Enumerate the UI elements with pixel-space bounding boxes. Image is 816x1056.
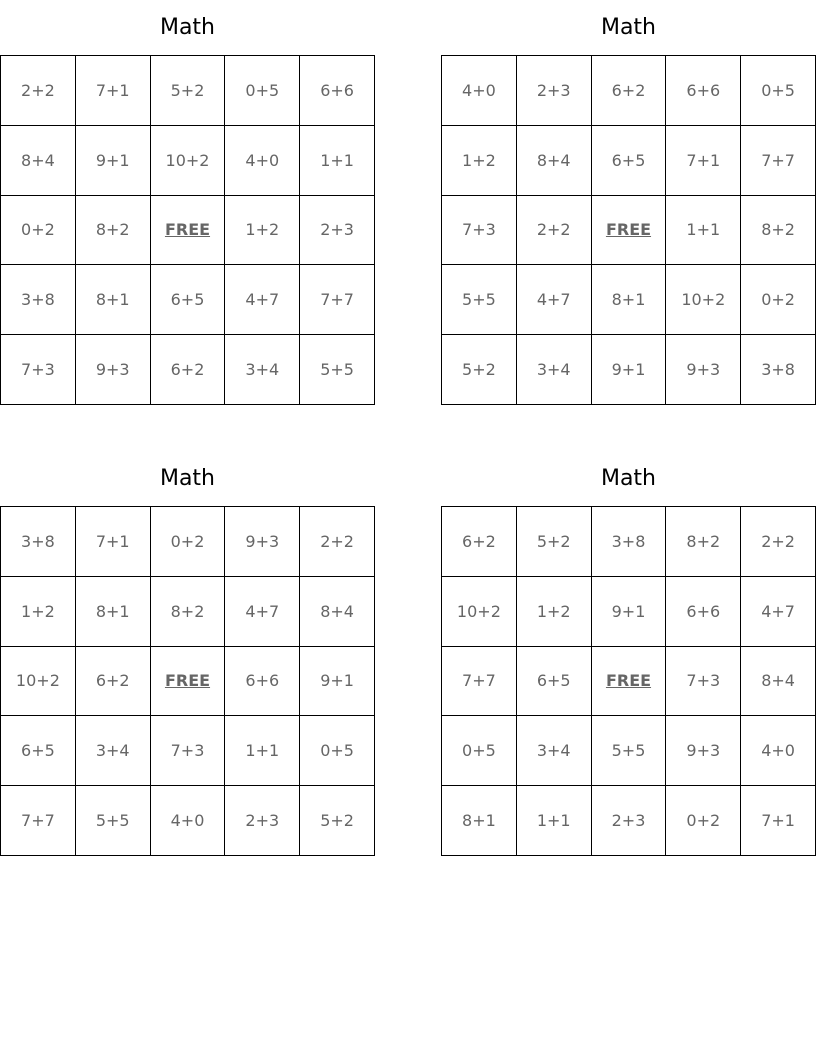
bingo-cell: 4+7 <box>225 577 300 647</box>
bingo-card-4 <box>441 451 816 856</box>
bingo-cell: 6+2 <box>592 56 667 126</box>
bingo-cell: 1+1 <box>517 786 592 856</box>
bingo-cell: 6+6 <box>225 647 300 717</box>
bingo-cell: 2+2 <box>741 507 816 577</box>
bingo-cell: 8+1 <box>76 265 151 335</box>
bingo-cell: 4+0 <box>442 56 517 126</box>
bingo-cell: 2+3 <box>517 56 592 126</box>
bingo-cell: 7+7 <box>741 126 816 196</box>
bingo-cell: 6+5 <box>517 647 592 717</box>
bingo-cell: 6+6 <box>666 577 741 647</box>
bingo-grid <box>441 506 816 856</box>
bingo-cell: 3+4 <box>76 716 151 786</box>
bingo-cell: 1+2 <box>442 126 517 196</box>
bingo-cell: 9+3 <box>666 716 741 786</box>
bingo-grid <box>0 506 375 856</box>
bingo-cell: 0+5 <box>225 56 300 126</box>
bingo-cell: 8+1 <box>442 786 517 856</box>
bingo-cell: 5+2 <box>442 335 517 405</box>
bingo-cell: 1+1 <box>225 716 300 786</box>
bingo-cell: 7+1 <box>741 786 816 856</box>
free-space: FREE <box>592 647 667 717</box>
bingo-cell: 10+2 <box>151 126 226 196</box>
card-title: Math <box>600 466 657 491</box>
bingo-cell: 4+7 <box>741 577 816 647</box>
bingo-cell: 8+4 <box>1 126 76 196</box>
bingo-cell: 1+2 <box>517 577 592 647</box>
bingo-cell: 6+5 <box>592 126 667 196</box>
free-space: FREE <box>151 196 226 266</box>
bingo-cell: 6+2 <box>442 507 517 577</box>
bingo-cell: 4+0 <box>151 786 226 856</box>
bingo-cell: 2+2 <box>1 56 76 126</box>
bingo-cell: 0+2 <box>741 265 816 335</box>
bingo-grid <box>441 55 816 405</box>
free-space: FREE <box>151 647 226 717</box>
bingo-cell: 4+7 <box>225 265 300 335</box>
bingo-cell: 7+1 <box>666 126 741 196</box>
bingo-cell: 1+1 <box>666 196 741 266</box>
bingo-cell: 3+4 <box>517 716 592 786</box>
bingo-cell: 9+1 <box>76 126 151 196</box>
bingo-grid <box>0 55 375 405</box>
bingo-cell: 6+2 <box>151 335 226 405</box>
bingo-cell: 6+6 <box>666 56 741 126</box>
bingo-cell: 3+8 <box>592 507 667 577</box>
bingo-cell: 8+2 <box>151 577 226 647</box>
bingo-cell: 6+6 <box>300 56 375 126</box>
bingo-cell: 3+8 <box>741 335 816 405</box>
bingo-cell: 6+5 <box>1 716 76 786</box>
bingo-cell: 2+2 <box>300 507 375 577</box>
bingo-cell: 7+7 <box>300 265 375 335</box>
bingo-cell: 8+1 <box>592 265 667 335</box>
bingo-cell: 9+1 <box>592 335 667 405</box>
bingo-cell: 2+3 <box>300 196 375 266</box>
bingo-cell: 8+4 <box>517 126 592 196</box>
bingo-card-2 <box>441 0 816 405</box>
bingo-cell: 7+3 <box>151 716 226 786</box>
bingo-cell: 8+2 <box>741 196 816 266</box>
bingo-cell: 8+2 <box>666 507 741 577</box>
bingo-cell: 9+1 <box>592 577 667 647</box>
bingo-cell: 8+4 <box>300 577 375 647</box>
bingo-cell: 7+7 <box>1 786 76 856</box>
bingo-cell: 3+8 <box>1 265 76 335</box>
bingo-cell: 10+2 <box>1 647 76 717</box>
bingo-cell: 7+1 <box>76 56 151 126</box>
bingo-cell: 5+2 <box>517 507 592 577</box>
bingo-cell: 4+7 <box>517 265 592 335</box>
bingo-cell: 8+1 <box>76 577 151 647</box>
bingo-cell: 5+2 <box>300 786 375 856</box>
bingo-cell: 0+5 <box>300 716 375 786</box>
bingo-cell: 2+3 <box>592 786 667 856</box>
bingo-cell: 7+3 <box>666 647 741 717</box>
bingo-cell: 4+0 <box>225 126 300 196</box>
bingo-cell: 4+0 <box>741 716 816 786</box>
free-space: FREE <box>592 196 667 266</box>
bingo-cell: 9+3 <box>666 335 741 405</box>
bingo-cell: 5+2 <box>151 56 226 126</box>
bingo-cell: 6+2 <box>76 647 151 717</box>
bingo-cell: 5+5 <box>442 265 517 335</box>
bingo-cell: 1+1 <box>300 126 375 196</box>
bingo-cell: 9+3 <box>225 507 300 577</box>
bingo-cell: 2+3 <box>225 786 300 856</box>
bingo-cell: 0+2 <box>151 507 226 577</box>
bingo-card-3 <box>0 451 375 856</box>
bingo-cell: 10+2 <box>666 265 741 335</box>
bingo-cell: 1+2 <box>225 196 300 266</box>
bingo-cell: 7+7 <box>442 647 517 717</box>
bingo-cell: 0+2 <box>1 196 76 266</box>
bingo-cell: 1+2 <box>1 577 76 647</box>
bingo-cell: 6+5 <box>151 265 226 335</box>
bingo-cell: 0+5 <box>442 716 517 786</box>
card-title: Math <box>159 466 216 491</box>
bingo-cell: 8+2 <box>76 196 151 266</box>
bingo-cell: 0+5 <box>741 56 816 126</box>
bingo-cell: 5+5 <box>76 786 151 856</box>
bingo-cell: 7+3 <box>1 335 76 405</box>
bingo-cell: 9+3 <box>76 335 151 405</box>
bingo-cell: 5+5 <box>300 335 375 405</box>
bingo-cell: 8+4 <box>741 647 816 717</box>
bingo-card-1 <box>0 0 375 405</box>
bingo-cell: 2+2 <box>517 196 592 266</box>
bingo-cell: 10+2 <box>442 577 517 647</box>
bingo-cell: 3+4 <box>225 335 300 405</box>
bingo-cell: 7+1 <box>76 507 151 577</box>
bingo-cell: 0+2 <box>666 786 741 856</box>
bingo-cell: 3+8 <box>1 507 76 577</box>
card-title: Math <box>159 15 216 40</box>
bingo-cell: 9+1 <box>300 647 375 717</box>
bingo-cell: 5+5 <box>592 716 667 786</box>
bingo-cell: 3+4 <box>517 335 592 405</box>
bingo-cell: 7+3 <box>442 196 517 266</box>
card-title: Math <box>600 15 657 40</box>
